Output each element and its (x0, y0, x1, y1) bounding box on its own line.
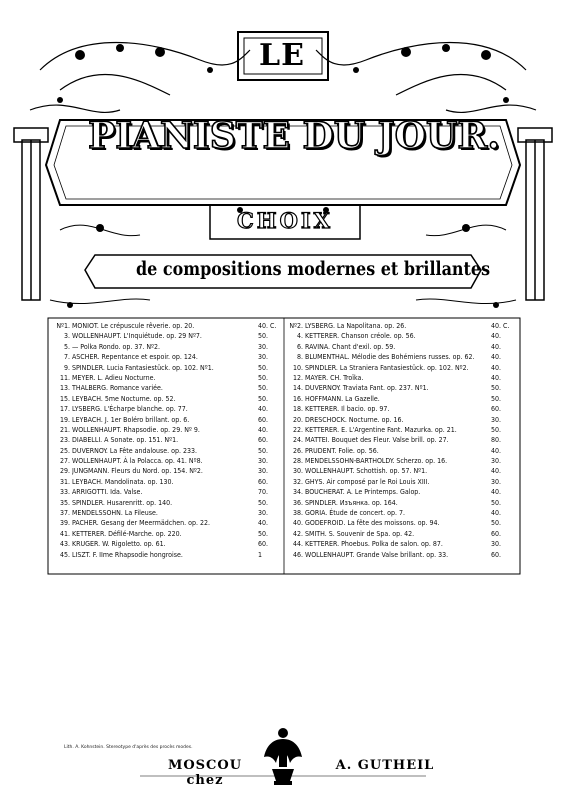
entry-number: 9. (63, 363, 70, 372)
entry-number: 14. (292, 384, 303, 393)
entry-price: 40. (491, 467, 502, 476)
printer-note: Lith. A. Kohnstein. Stereotype d'après des procès modes. (64, 745, 193, 750)
listing-entry (54, 352, 285, 362)
entry-price: 60. (491, 529, 502, 538)
entry-number: 16. (292, 394, 303, 403)
entry-number: 45. (59, 550, 70, 559)
entry-title: LYSBERG. La Napolitana. op. 26. (305, 322, 407, 330)
entry-title: DIABELLI. A Sonate. op. 151. Nº1. (72, 436, 179, 445)
listing-entry (287, 321, 518, 331)
entry-price: 30. (491, 415, 502, 424)
title-main: PIANISTE DU JOUR. (88, 115, 500, 157)
entry-title: PACHER. Gesang der Meermädchen. op. 22. (72, 519, 210, 528)
entry-title: KETTERER. Défilé-Marche. op. 220. (72, 529, 182, 538)
listing-entry (54, 331, 285, 341)
entry-title: SMITH. S. Souvenir de Spa. op. 42. (305, 529, 415, 538)
entry-title: SPINDLER. Lucia Fantasiestück. op. 102. Nº1. (72, 363, 214, 372)
entry-number: 24. (292, 436, 303, 445)
listing-entry (287, 373, 518, 383)
entry-price: 30. (258, 342, 269, 351)
entry-title: JUNGMANN. Fleurs du Nord. op. 154. Nº2. (72, 467, 203, 476)
listing-entry (54, 456, 285, 466)
listing-entry (54, 394, 285, 404)
listing-entry (287, 446, 518, 456)
entry-number: 29. (59, 467, 70, 476)
listing-entry (54, 363, 285, 373)
entry-title: LEYBACH. J. 1er Boléro brillant. op. 6. (72, 415, 190, 424)
listing-entry (54, 508, 285, 518)
entry-number: 12. (292, 373, 303, 382)
entry-number: 42. (292, 529, 303, 538)
entry-title: SPINDLER. La Straniera Fantasiestück. op. 102. Nº2. (305, 363, 469, 372)
entry-number: 46. (292, 550, 303, 559)
entry-title: KETTERER. Phoebus. Polka de salon. op. 87. (305, 540, 443, 549)
entry-price: 50. (258, 363, 269, 372)
entry-title: WOLLENHAUPT. À la Polacca. op. 41. Nº8. (72, 457, 203, 466)
entry-title: GHYS. Air composé par le Roi Louis XIII. (305, 477, 430, 486)
entry-number: 8. (296, 353, 303, 362)
entry-price: 70. (258, 488, 269, 497)
entry-number: 44. (292, 540, 303, 549)
listing-entry (54, 321, 285, 331)
listing-entry (287, 435, 518, 445)
entry-number: 20. (292, 415, 303, 424)
entry-price: 60. (258, 436, 269, 445)
entry-title: DUVERNOY. La Fête andalouse. op. 233. (72, 446, 197, 455)
entry-number: 27. (59, 457, 70, 466)
entry-title: GODEFROID. La fête des moissons. op. 94. (305, 519, 440, 528)
publisher-name: A. GUTHEIL (335, 758, 435, 773)
entry-title: WOLLENHAUPT. Schottish. op. 57. Nº1. (305, 467, 428, 476)
title-le: LE (259, 38, 305, 73)
listing-entry (287, 508, 518, 518)
listing-entry (54, 446, 285, 456)
entry-title: HOFFMANN. La Gazelle. (305, 394, 380, 403)
entry-price: 50. (258, 529, 269, 538)
listing-entry (54, 342, 285, 352)
listing-entry (287, 456, 518, 466)
entry-price: 40. (258, 405, 269, 414)
entry-price: 60. (258, 415, 269, 424)
entry-number: 40. (292, 519, 303, 528)
listing-entry (287, 394, 518, 404)
entry-price: 30. (258, 509, 269, 518)
entry-price: 40. (491, 353, 502, 362)
entry-price: 50. (258, 373, 269, 382)
listing-entry (287, 518, 518, 528)
entry-price: 50. (491, 394, 502, 403)
entry-title: WOLLENHAUPT. Grande Valse brillant. op. 33. (305, 550, 449, 559)
entry-number: 35. (59, 498, 70, 507)
entry-title: DRESCHOCK. Nocturne. op. 16. (305, 415, 404, 424)
entry-price: 50. (491, 425, 502, 434)
imperial-eagle-emblem (262, 725, 304, 789)
entry-number: 13. (59, 384, 70, 393)
entry-price: 40. (491, 342, 502, 351)
entry-price: 30. (491, 477, 502, 486)
listing-entry (54, 529, 285, 539)
listing-entry (287, 477, 518, 487)
listing-entry (287, 487, 518, 497)
listing-entry (54, 435, 285, 445)
entry-number: Nº1. (56, 322, 70, 330)
entry-price: 50. (258, 384, 269, 393)
entry-title: RAVINA. Chant d'exil. op. 59. (305, 342, 396, 351)
entry-title: ARRIGOTTI. Ida. Valse. (72, 488, 143, 497)
listing-entry (287, 363, 518, 373)
listing-entry (54, 487, 285, 497)
title-choix: CHOIX (237, 208, 333, 233)
entry-number: 31. (59, 477, 70, 486)
left-column (54, 321, 285, 560)
entry-number: 4. (296, 332, 303, 341)
entry-price: 40. (491, 488, 502, 497)
publisher-city: MOSCOU chez (167, 758, 243, 788)
entry-number: 25. (59, 446, 70, 455)
listing-entry (287, 539, 518, 549)
entry-number: 43. (59, 540, 70, 549)
entry-number: 38. (292, 509, 303, 518)
entry-number: 11. (59, 373, 70, 382)
entry-number: 32. (292, 477, 303, 486)
listing-entry (54, 373, 285, 383)
entry-title: KETTERER. Chanson créole. op. 56. (305, 332, 416, 341)
listing-entry (287, 342, 518, 352)
entry-title: WOLLENHAUPT. L'Inquiétude. op. 29 Nº7. (72, 332, 202, 341)
entry-title: LYSBERG. L'Écharpe blanche. op. 77. (72, 405, 188, 414)
listing-entry (287, 498, 518, 508)
entry-number: 41. (59, 529, 70, 538)
entry-price: 50. (258, 498, 269, 507)
entry-title: SPINDLER. Изъянка. op. 164. (305, 498, 398, 507)
entry-price: 40. (491, 509, 502, 518)
entry-price: 50. (491, 498, 502, 507)
entry-number: 21. (59, 425, 70, 434)
entry-price: 40. (491, 446, 502, 455)
entry-price: 40. (491, 373, 502, 382)
entry-price: 50. (491, 519, 502, 528)
entry-title: LISZT. F. IIme Rhapsodie hongroise. (72, 550, 183, 559)
entry-price: 50. (258, 332, 269, 341)
listing-entry (287, 466, 518, 476)
entry-price: 80. (491, 436, 502, 445)
entry-title: GORIA. Étude de concert. op. 7. (305, 509, 405, 518)
right-column (287, 321, 518, 560)
entry-price: 50. (491, 384, 502, 393)
entry-price: 40. (258, 425, 269, 434)
entry-price: 30. (258, 457, 269, 466)
entry-number: 26. (292, 446, 303, 455)
entry-title: KETTERER. Il bacio. op. 97. (305, 405, 390, 414)
entry-title: MATTEI. Bouquet des Fleur. Valse brill. op. 27. (305, 436, 449, 445)
entry-price: 60. (491, 405, 502, 414)
entry-number: 7. (63, 353, 70, 362)
listing-entry (287, 331, 518, 341)
listing-entry (287, 352, 518, 362)
entry-number: 3. (63, 332, 70, 341)
entry-title: — Polka Rondo. op. 37. Nº2. (72, 342, 161, 351)
entry-number: 36. (292, 498, 303, 507)
entry-price: 50. (258, 394, 269, 403)
entry-title: BLUMENTHAL. Mélodie des Bohémiens russes. op. 62. (305, 353, 475, 362)
entry-price: 40. (491, 363, 502, 372)
entry-price: 40. C. (491, 322, 510, 330)
entry-price: 30. (491, 457, 502, 466)
listing-entry (287, 383, 518, 393)
entry-number: 39. (59, 519, 70, 528)
entry-price: 40. C. (258, 322, 277, 330)
entry-title: BOUCHERAT. A. Le Printemps. Galop. (305, 488, 421, 497)
entry-number: 22. (292, 425, 303, 434)
entry-title: THALBERG. Romance variée. (72, 384, 163, 393)
entry-price: 60. (258, 477, 269, 486)
listing-entry (287, 529, 518, 539)
entry-title: LEYBACH. Mandolinata. op. 130. (72, 477, 174, 486)
listing-entry (54, 404, 285, 414)
entry-number: 30. (292, 467, 303, 476)
listing-entry (54, 550, 285, 560)
listing-entry (54, 415, 285, 425)
entry-price: 60. (258, 540, 269, 549)
entry-price: 30. (258, 467, 269, 476)
entry-number: Nº2. (289, 322, 303, 330)
entry-price: 40. (258, 519, 269, 528)
listing-entry (287, 550, 518, 560)
entry-title: MENDELSSOHN. La Fileuse. (72, 509, 158, 518)
listing-entry (54, 539, 285, 549)
entry-number: 15. (59, 394, 70, 403)
entry-number: 28. (292, 457, 303, 466)
entry-number: 17. (59, 405, 70, 414)
entry-price: 30. (258, 353, 269, 362)
entry-price: 40. (491, 332, 502, 341)
entry-title: DUVERNOY. Traviata Fant. op. 237. Nº1. (305, 384, 429, 393)
entry-title: KRUGER. W. Rigoletto. op. 61. (72, 540, 166, 549)
listing-entry (54, 425, 285, 435)
subtitle: de compositions modernes et brillantes (136, 258, 491, 280)
entry-title: MEYER. L. Adieu Nocturne. (72, 373, 156, 382)
listing-entry (287, 404, 518, 414)
entry-title: SPINDLER. Husarenritt. op. 140. (72, 498, 173, 507)
entry-number: 34. (292, 488, 303, 497)
entry-number: 33. (59, 488, 70, 497)
entry-number: 19. (59, 415, 70, 424)
listing-entry (54, 383, 285, 393)
listing-entry (54, 518, 285, 528)
entry-number: 6. (296, 342, 303, 351)
entry-price: 60. (491, 550, 502, 559)
entry-number: 37. (59, 509, 70, 518)
listing-entry (54, 477, 285, 487)
entry-number: 5. (63, 342, 70, 351)
entry-title: MAYER. CH. Troïka. (305, 373, 364, 382)
entry-title: LEYBACH. 5me Nocturne. op. 52. (72, 394, 176, 403)
entry-title: MENDELSSOHN-BARTHOLDY. Scherzo. op. 16. (305, 457, 448, 466)
entry-title: PRUDENT. Folie. op. 56. (305, 446, 379, 455)
entry-number: 18. (292, 405, 303, 414)
listing-entry (54, 498, 285, 508)
entry-title: MONIOT. Le crépuscule rêverie. op. 20. (72, 322, 195, 330)
listing-entry (54, 466, 285, 476)
entry-number: 10. (292, 363, 303, 372)
listing-entry (287, 415, 518, 425)
entry-price: 50. (258, 446, 269, 455)
entry-title: ASCHER. Repentance et espoir. op. 124. (72, 353, 198, 362)
entry-title: WOLLENHAUPT. Rhapsodie. op. 29. Nº 9. (72, 425, 200, 434)
entry-price: 1 (258, 550, 263, 559)
listing-entry (287, 425, 518, 435)
entry-price: 30. (491, 540, 502, 549)
entry-number: 23. (59, 436, 70, 445)
entry-title: KETTERER. E. L'Argentine Fant. Mazurka. op. 21. (305, 425, 457, 434)
